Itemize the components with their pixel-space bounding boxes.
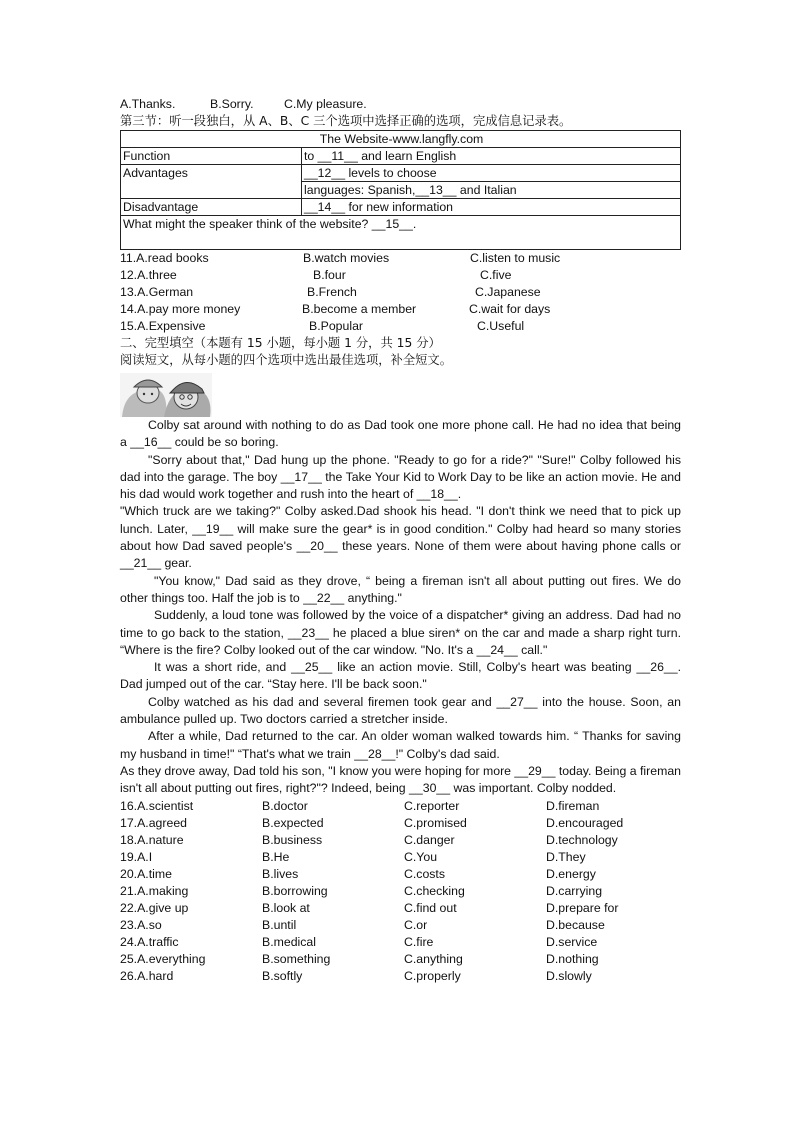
option-row xyxy=(120,250,681,267)
table-label: Advantages xyxy=(121,165,302,199)
table-question: What might the speaker think of the website? __15__. xyxy=(121,216,681,250)
option-d: D.prepare for xyxy=(546,900,619,915)
option-a: 17.A.agreed xyxy=(120,815,188,830)
listening-options xyxy=(120,250,681,335)
option-b: B.expected xyxy=(262,815,324,830)
option-c: C.Useful xyxy=(477,319,525,333)
option-row xyxy=(120,301,681,318)
option-row xyxy=(120,284,681,301)
option-a: 22.A.give up xyxy=(120,900,189,915)
option-row xyxy=(120,267,681,284)
option-a: 13.A.German xyxy=(120,285,194,299)
option-a: A.Thanks. xyxy=(120,97,176,111)
option-c: C.reporter xyxy=(404,798,460,813)
option-a: 14.A.pay more money xyxy=(120,302,241,316)
option-a: 12.A.three xyxy=(120,268,177,282)
option-c: C.wait for days xyxy=(469,302,551,316)
passage-paragraph: It was a short ride, and __25__ like an action movie. Still, Colby's heart was beating __26__. Dad jumped out of the car. “Stay here. I'll be back soon." xyxy=(120,660,681,692)
part2-instruction: 阅读短文，从每小题的四个选项中选出最佳选项，补全短文。 xyxy=(120,353,453,367)
option-d: D.because xyxy=(546,917,605,932)
table-label: Disadvantage xyxy=(121,199,302,216)
option-a: 24.A.traffic xyxy=(120,934,179,949)
option-row xyxy=(120,798,681,815)
option-d: D.service xyxy=(546,934,598,949)
exam-page xyxy=(120,96,681,985)
option-b: B.doctor xyxy=(262,798,308,813)
option-a: 25.A.everything xyxy=(120,951,206,966)
option-a: 16.A.scientist xyxy=(120,798,194,813)
option-c: C.danger xyxy=(404,832,455,847)
option-b: B.borrowing xyxy=(262,883,328,898)
option-c: C.My pleasure. xyxy=(284,97,367,111)
option-row xyxy=(120,968,681,985)
option-d: D.energy xyxy=(546,866,596,881)
option-b: B.four xyxy=(313,268,346,282)
option-b: B.business xyxy=(262,832,323,847)
option-a: 21.A.making xyxy=(120,883,189,898)
section3-title: 第三节：听一段独白，从 A、B、C 三个选项中选择正确的选项，完成信息记录表。 xyxy=(120,114,572,128)
option-c: C.listen to music xyxy=(470,251,561,265)
option-c: C.You xyxy=(404,849,438,864)
option-d: D.nothing xyxy=(546,951,599,966)
cloze-passage xyxy=(120,417,681,798)
passage-paragraph: Colby watched as his dad and several firemen took gear and __27__ into the house. Soon, an ambulance pulled up. Two doctors carried a stretcher inside. xyxy=(120,694,681,727)
option-c: C.fire xyxy=(404,934,434,949)
option-row xyxy=(120,900,681,917)
option-b: B.lives xyxy=(262,866,299,881)
option-c: C.find out xyxy=(404,900,457,915)
table-title: The Website-www.langfly.com xyxy=(121,131,681,148)
option-d: D.technology xyxy=(546,832,618,847)
option-a: 20.A.time xyxy=(120,866,172,881)
option-a: 26.A.hard xyxy=(120,968,174,983)
table-value: __12__ levels to choose xyxy=(302,165,681,182)
option-b: B.Popular xyxy=(309,319,364,333)
option-b: B.medical xyxy=(262,934,316,949)
option-row xyxy=(120,917,681,934)
option-d: D.fireman xyxy=(546,798,600,813)
option-row xyxy=(120,849,681,866)
option-d: D.slowly xyxy=(546,968,592,983)
option-b: B.watch movies xyxy=(303,251,390,265)
option-b: B.until xyxy=(262,917,297,932)
option-a: 23.A.so xyxy=(120,917,162,932)
info-record-table xyxy=(120,130,681,250)
option-c: C.anything xyxy=(404,951,463,966)
option-b: B.softly xyxy=(262,968,303,983)
option-c: C.properly xyxy=(404,968,461,983)
option-c: C.or xyxy=(404,917,428,932)
passage-paragraph: "You know," Dad said as they drove, “ being a fireman isn't all about putting out fires. We do other things too. Half the job is to __22__ anything." xyxy=(120,573,681,605)
option-b: B.look at xyxy=(262,900,310,915)
option-row xyxy=(120,951,681,968)
firefighters-illustration xyxy=(120,373,212,417)
option-b: B.French xyxy=(307,285,357,299)
option-b: B.something xyxy=(262,951,331,966)
option-row xyxy=(120,934,681,951)
passage-paragraph: As they drove away, Dad told his son, "I know you were hoping for more __29__ today. Being a fireman isn't all about putting out fires, right?"? Indeed, being __30__ was important. Colby nodded. xyxy=(120,763,681,796)
passage-paragraph: Suddenly, a loud tone was followed by the voice of a dispatcher* giving an address. Dad had no time to go back to the station, __23__ he placed a blue siren* on the car and made a sharp right turn. “Where is the fire? Colby looked out of the car window. "No. It's a __24__ call." xyxy=(120,608,681,657)
option-d: D.carrying xyxy=(546,883,603,898)
table-label: Function xyxy=(121,148,302,165)
option-c: C.Japanese xyxy=(475,285,541,299)
option-d: D.encouraged xyxy=(546,815,624,830)
passage-paragraph: "Sorry about that," Dad hung up the phone. "Ready to go for a ride?" "Sure!" Colby followed his dad into the garage. The boy __17__ the Take Your Kid to Work Day to be like an action movie. He and his dad would work together and rush into the heart of __18__. xyxy=(120,452,681,502)
option-a: 11.A.read books xyxy=(120,251,209,265)
option-c: C.checking xyxy=(404,883,465,898)
passage-paragraph: After a while, Dad returned to the car. An older woman walked towards him. “ Thanks for saving my husband in time!" “That's what we train __28__!" Colby's dad said. xyxy=(120,729,681,761)
table-value: to __11__ and learn English xyxy=(302,148,681,165)
option-row xyxy=(120,815,681,832)
top-options-row xyxy=(120,96,681,113)
passage-paragraph: Colby sat around with nothing to do as Dad took one more phone call. He had no idea that being a __16__ could be so boring. xyxy=(120,418,681,450)
option-d: D.They xyxy=(546,849,586,864)
passage-paragraph: "Which truck are we taking?" Colby asked.Dad shook his head. "I don't think we need that to pick up lunch. Later, __19__ will make sure the gear* is in good condition." Colby had heard so many stories about how Dad saved people's __20__ these years. None of them were about having phone calls or __21__ gear. xyxy=(120,504,681,571)
part2-title: 二、完型填空（本题有 15 小题，每小题 1 分，共 15 分） xyxy=(120,336,441,350)
option-row xyxy=(120,866,681,883)
option-c: C.costs xyxy=(404,866,445,881)
option-row xyxy=(120,318,681,335)
cloze-options xyxy=(120,798,681,985)
option-b: B.Sorry. xyxy=(210,97,254,111)
option-a: 15.A.Expensive xyxy=(120,319,206,333)
option-b: B.become a member xyxy=(302,302,417,316)
option-a: 19.A.I xyxy=(120,849,153,864)
firefighters-picture xyxy=(120,373,212,417)
option-row xyxy=(120,883,681,900)
option-c: C.five xyxy=(480,268,512,282)
option-a: 18.A.nature xyxy=(120,832,184,847)
table-value: languages: Spanish,__13__ and Italian xyxy=(302,182,681,199)
table-value: __14__ for new information xyxy=(302,199,681,216)
option-b: B.He xyxy=(262,849,290,864)
option-row xyxy=(120,832,681,849)
option-c: C.promised xyxy=(404,815,467,830)
